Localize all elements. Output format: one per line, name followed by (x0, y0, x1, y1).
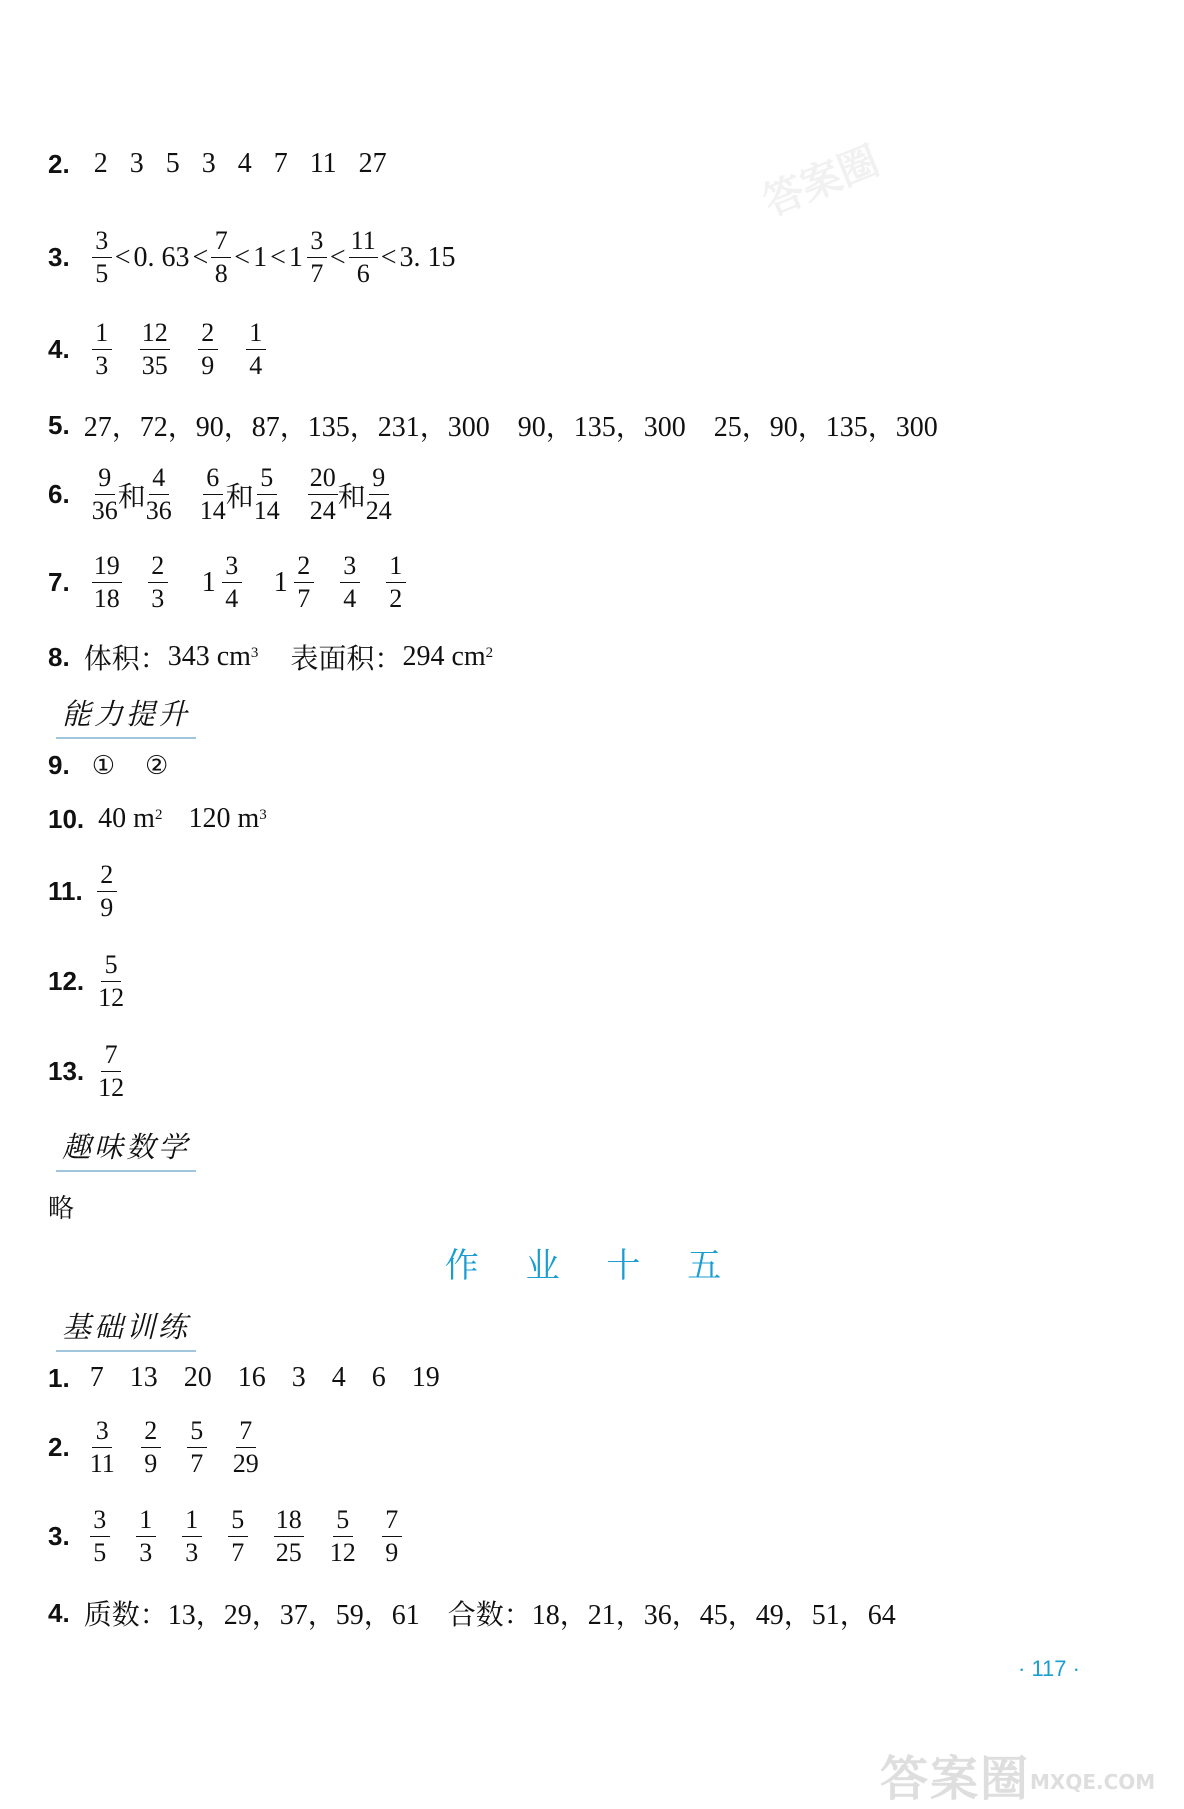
fraction: $\frac{3}{4}$ (340, 553, 360, 612)
answer-12 (48, 952, 124, 1011)
fraction: $\frac{5}{7}$ (187, 1418, 207, 1477)
answer-text: 27，72，90，87，135，231，300 90，135，300 25，90，135，300 (83, 412, 938, 443)
question-number: 11. (48, 876, 83, 906)
section-heading-ability: 能力提升 (56, 692, 196, 739)
mixed-whole: 1 (201, 566, 216, 598)
value: 6 (371, 1362, 386, 1393)
area-value: 294 cm (402, 641, 486, 672)
fraction: $\frac{1}{3}$ (136, 1507, 156, 1566)
fraction: $\frac{9}{24}$ (365, 463, 392, 525)
site-watermark: 答案圈 (880, 1751, 1031, 1807)
value: 3 (129, 148, 144, 179)
volume-label: 体积： (83, 644, 168, 675)
question-number: 4. (48, 334, 70, 364)
fraction: $\frac{7}{9}$ (382, 1507, 402, 1566)
answer-13 (48, 1042, 124, 1101)
and-word: 和 (337, 481, 366, 513)
question-number: 8. (48, 641, 70, 672)
exponent: 3 (259, 806, 267, 823)
answer-3 (48, 228, 456, 287)
omitted-text: 略 (48, 1194, 75, 1224)
value: 7 (89, 1362, 104, 1393)
fraction: $\frac{9}{36}$ (91, 463, 118, 525)
question-number: 2. (48, 1432, 70, 1462)
value: 40 m (98, 803, 155, 834)
fraction: $\frac{3}{7}$ (307, 228, 327, 287)
answer-omitted (48, 1188, 74, 1225)
fraction: $\frac{7}{12}$ (98, 1040, 125, 1102)
answer-4 (48, 320, 266, 379)
and-word: 和 (117, 481, 146, 513)
value: 3 (201, 148, 216, 179)
answer-7 (48, 553, 406, 612)
question-number: 6. (48, 479, 70, 509)
hw15-answer-2 (48, 1418, 259, 1477)
fraction: $\frac{2}{9}$ (97, 862, 117, 921)
fraction: $\frac{3}{11}$ (89, 1416, 115, 1478)
question-number: 9. (48, 750, 70, 780)
value: 3 (291, 1362, 306, 1393)
value: 11 (309, 148, 337, 179)
question-number: 5. (48, 409, 70, 440)
homework-title: 作 业 十 五 (444, 1246, 740, 1286)
question-number: 1. (48, 1362, 70, 1393)
less-than: < (192, 241, 209, 273)
fraction: $\frac{12}{35}$ (141, 318, 168, 380)
hw15-answer-4 (48, 1593, 896, 1633)
value: 4 (331, 1362, 346, 1393)
question-number: 2. (48, 148, 70, 179)
and-word: 和 (225, 481, 254, 513)
fraction: $\frac{3}{4}$ (222, 553, 242, 612)
fraction: $\frac{7}{8}$ (211, 228, 231, 287)
fraction: $\frac{2}{9}$ (141, 1418, 161, 1477)
value: 27 (358, 148, 387, 179)
fraction: $\frac{5}{7}$ (228, 1507, 248, 1566)
value: 2 (93, 148, 108, 179)
question-number: 12. (48, 966, 85, 996)
fraction: $\frac{2}{9}$ (198, 320, 218, 379)
answer-text: 质数：13，29，37，59，61 合数：18，21，36，45，49，51，64 (83, 1600, 896, 1631)
question-number: 13. (48, 1056, 85, 1086)
less-than: < (380, 241, 397, 273)
choice: ② (145, 750, 169, 781)
value: 5 (165, 148, 180, 179)
fraction: $\frac{19}{18}$ (93, 551, 120, 613)
answer-8 (48, 637, 493, 677)
less-than: < (114, 241, 131, 273)
fraction: $\frac{2}{3}$ (148, 553, 168, 612)
fraction: $\frac{4}{36}$ (145, 463, 172, 525)
fraction: $\frac{5}{14}$ (253, 463, 280, 525)
value: 7 (273, 148, 288, 179)
value: 0. 63 (133, 241, 190, 273)
question-number: 7. (48, 567, 70, 597)
fraction: $\frac{5}{12}$ (329, 1505, 356, 1567)
question-number: 3. (48, 1521, 70, 1551)
fraction: $\frac{11}{6}$ (350, 226, 376, 288)
value: 120 m (188, 803, 260, 834)
fraction: $\frac{3}{5}$ (92, 228, 112, 287)
section-heading-basic: 基础训练 (56, 1305, 196, 1352)
exponent: 2 (485, 644, 494, 661)
volume-value: 343 cm (167, 641, 251, 672)
hw15-answer-3 (48, 1507, 402, 1566)
mixed-whole: 1 (273, 566, 288, 598)
fraction: $\frac{7}{29}$ (232, 1416, 259, 1478)
value: 20 (183, 1362, 212, 1393)
section-heading-fun: 趣味数学 (56, 1125, 196, 1172)
fraction: $\frac{18}{25}$ (275, 1505, 302, 1567)
fraction: $\frac{2}{7}$ (294, 553, 314, 612)
exponent: 3 (250, 644, 259, 661)
fraction: $\frac{5}{12}$ (98, 950, 125, 1012)
less-than: < (329, 241, 346, 273)
answer-9 (48, 750, 168, 781)
less-than: < (234, 241, 251, 273)
choice: ① (91, 750, 115, 781)
page-number: · 117 · (1018, 1656, 1080, 1681)
hw15-answer-1 (48, 1362, 440, 1394)
fraction: $\frac{6}{14}$ (199, 463, 226, 525)
value: 3. 15 (399, 241, 456, 273)
answer-6 (48, 465, 392, 524)
area-label: 表面积： (290, 644, 403, 675)
fraction: $\frac{1}{3}$ (92, 320, 112, 379)
answer-2 (48, 148, 387, 180)
fraction: $\frac{3}{5}$ (90, 1507, 110, 1566)
exponent: 2 (154, 806, 163, 823)
fraction: $\frac{1}{4}$ (246, 320, 266, 379)
value: 19 (411, 1362, 440, 1393)
question-number: 3. (48, 242, 70, 272)
answer-5 (48, 405, 938, 445)
question-number: 4. (48, 1597, 70, 1628)
question-number: 10. (48, 803, 85, 834)
value: 4 (237, 148, 252, 179)
fraction: $\frac{1}{3}$ (182, 1507, 202, 1566)
mixed-whole: 1 (288, 241, 303, 273)
value: 13 (129, 1362, 158, 1393)
site-url-watermark: MXQE.COM (1030, 1770, 1156, 1794)
faint-watermark: 答案圈 (757, 137, 886, 226)
fraction: $\frac{1}{2}$ (386, 553, 406, 612)
answer-11 (48, 862, 117, 921)
value: 16 (237, 1362, 266, 1393)
less-than: < (270, 241, 286, 273)
fraction: $\frac{20}{24}$ (309, 463, 336, 525)
answer-10 (48, 803, 267, 835)
value: 1 (253, 241, 268, 273)
